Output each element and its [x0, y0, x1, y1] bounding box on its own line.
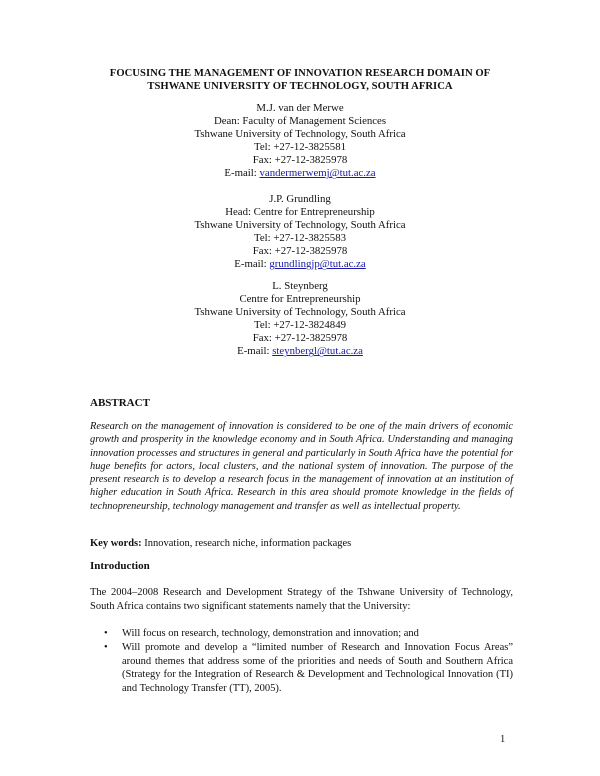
page-number: 1 — [500, 734, 506, 745]
author-block-2 — [100, 193, 500, 272]
list-item-text: Will focus on research, technology, demonstration and innovation; and — [122, 628, 419, 639]
author-affiliation: Tshwane University of Technology, South Africa — [194, 306, 406, 319]
author-name: J.P. Grundling — [269, 193, 331, 205]
author-role: Dean: Faculty of Management Sciences — [213, 115, 387, 128]
bullet-list — [104, 627, 513, 696]
abstract-heading: ABSTRACT — [90, 397, 150, 409]
author-email-line — [100, 345, 500, 358]
author-fax: Fax: +27-12-3825978 — [252, 154, 348, 167]
keywords-label: Key words: — [90, 538, 142, 549]
author-affiliation: Tshwane University of Technology, South Africa — [194, 128, 406, 141]
title-line-1: FOCUSING THE MANAGEMENT OF INNOVATION RESEARCH DOMAIN OF — [109, 68, 491, 79]
introduction-heading: Introduction — [90, 560, 150, 572]
author-name: M.J. van der Merwe — [256, 102, 344, 114]
list-item — [104, 627, 513, 641]
abstract-body: Research on the management of innovation is considered to be one of the main drivers of economic growth and prosperity in the knowledge economy and in South Africa. Understanding and managing innovation processes and structures in general and particularly in South Africa have the potential for huge benefits for actors, local clusters, and the national system of innovation. The purpose of the present research is to develop a research focus in the management of innovation at an institution of higher education in South Africa. Research in this area should promote knowledge in the fields of technopreneurship, technology management and transfer as well as intellectual property. — [90, 421, 513, 512]
email-link[interactable]: steynbergl@tut.ac.za — [272, 345, 363, 358]
author-affiliation: Tshwane University of Technology, South Africa — [194, 219, 406, 232]
author-email-line — [100, 167, 500, 180]
title-line-2: TSHWANE UNIVERSITY OF TECHNOLOGY, SOUTH AFRICA — [147, 81, 453, 92]
author-fax: Fax: +27-12-3825978 — [252, 332, 348, 345]
author-tel: Tel: +27-12-3824849 — [254, 319, 346, 332]
author-tel: Tel: +27-12-3825583 — [254, 232, 346, 245]
bullet-icon: • — [104, 641, 108, 653]
author-block-1 — [100, 102, 500, 181]
keywords-text: Innovation, research niche, information packages — [144, 538, 352, 549]
author-fax: Fax: +27-12-3825978 — [252, 245, 348, 258]
bullet-icon: • — [104, 628, 108, 639]
author-role: Centre for Entrepreneurship — [239, 293, 361, 306]
email-label: E-mail: — [234, 258, 267, 271]
email-label: E-mail: — [224, 167, 257, 180]
author-name: L. Steynberg — [272, 280, 328, 292]
author-email-line — [100, 258, 500, 271]
list-item — [104, 641, 513, 696]
author-tel: Tel: +27-12-3825581 — [254, 141, 346, 154]
email-link[interactable]: grundlingjp@tut.ac.za — [269, 258, 366, 271]
paper-title — [90, 67, 510, 93]
email-link[interactable]: vandermerwemj@tut.ac.za — [259, 167, 376, 180]
list-item-text: Will promote and develop a “limited number of Research and Innovation Focus Areas” around themes that address some of the priorities and needs of South and Southern Africa (Strategy for the Integration of Research & Development and Technological Innovation (TI) and Technology Transfer (TT), 2005). — [122, 641, 513, 695]
author-block-3 — [100, 280, 500, 359]
keywords — [90, 538, 513, 549]
author-role: Head: Centre for Entrepreneurship — [225, 206, 375, 219]
introduction-paragraph: The 2004–2008 Research and Development Strategy of the Tshwane University of Technology, South Africa contains two significant statements namely that the University: — [90, 587, 513, 613]
email-label: E-mail: — [237, 345, 270, 358]
